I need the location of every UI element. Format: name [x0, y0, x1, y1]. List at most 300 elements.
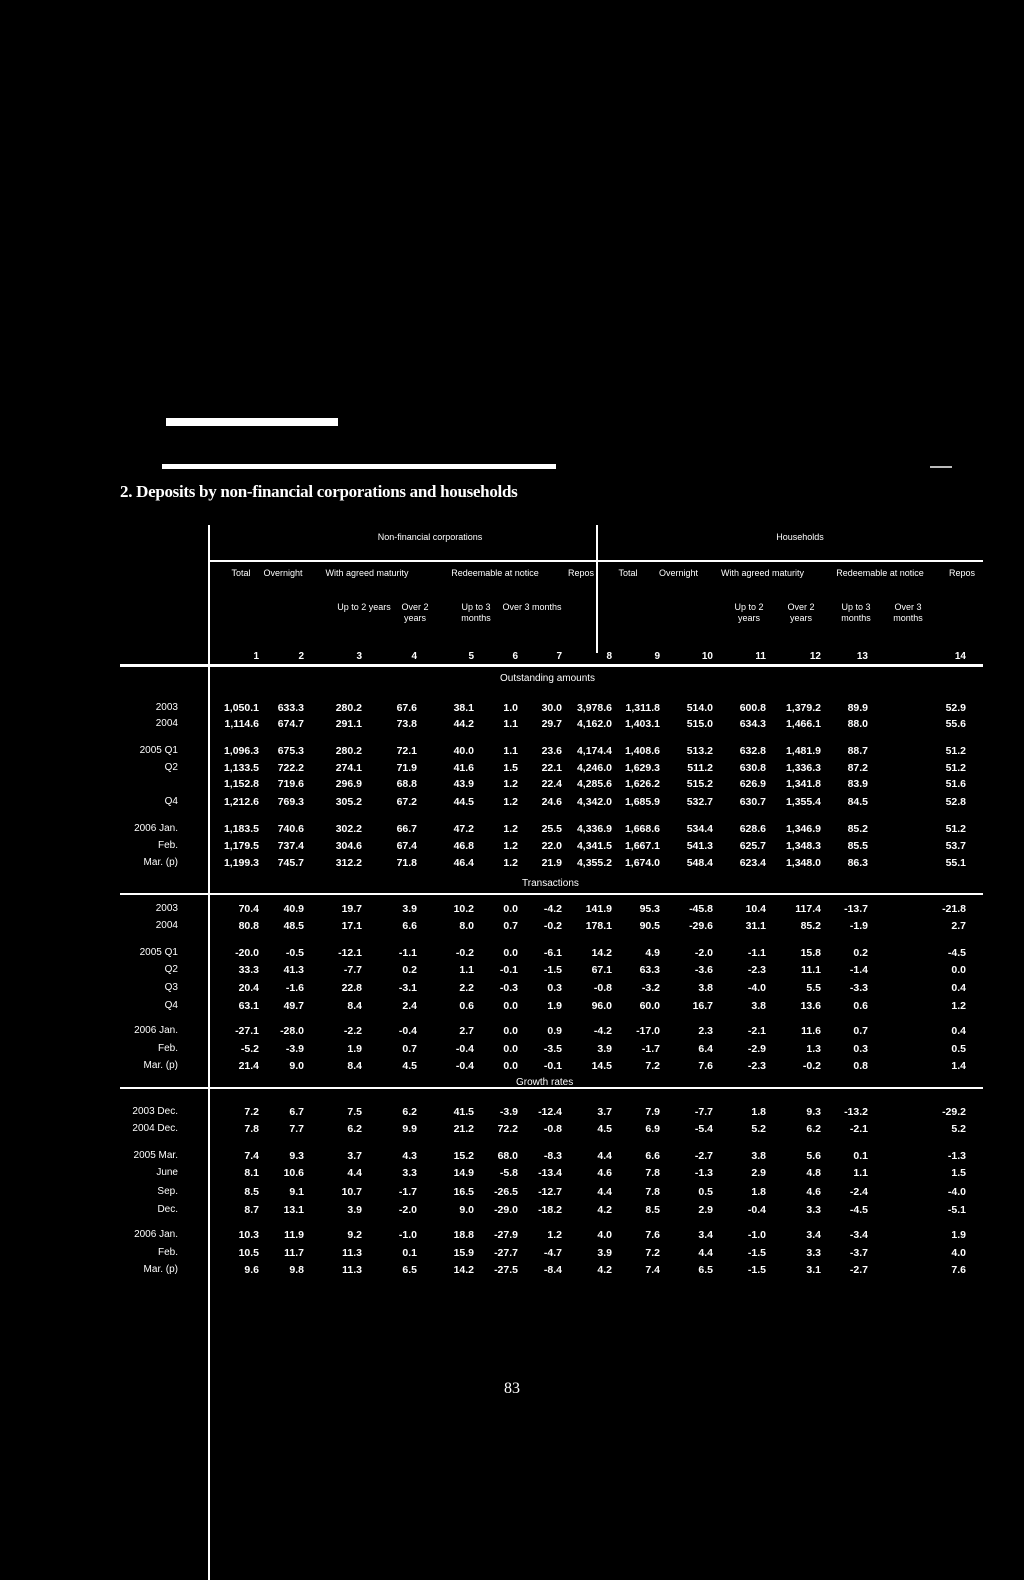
table-cell: 4.2 [597, 1264, 612, 1276]
table-cell: 9.3 [806, 1106, 821, 1118]
table-cell: 21.9 [541, 857, 562, 869]
table-cell: 71.9 [396, 762, 417, 774]
table-cell: 628.6 [739, 823, 766, 835]
row-label: Mar. (p) [143, 1060, 178, 1071]
row-label: Feb. [157, 840, 178, 851]
column-number: 6 [512, 651, 518, 662]
table-cell: 2.9 [698, 1204, 713, 1216]
table-cell: 68.0 [497, 1150, 518, 1162]
table-cell: 0.2 [402, 964, 417, 976]
row-label: 2004 [155, 718, 178, 729]
row-label: Feb. [157, 1043, 178, 1054]
group-header-nfc: Non-financial corporations [377, 532, 483, 542]
table-cell: -1.5 [747, 1264, 766, 1276]
table-cell: -4.0 [747, 982, 766, 994]
table-cell: 48.5 [283, 920, 304, 932]
table-cell: 0.7 [853, 1025, 868, 1037]
table-cell: 30.0 [541, 702, 562, 714]
column-number: 12 [809, 651, 821, 662]
table-cell: 633.3 [277, 702, 304, 714]
table-cell: -1.0 [747, 1229, 766, 1241]
table-cell: 1,152.8 [223, 778, 259, 790]
table-cell: -45.8 [689, 903, 713, 915]
table-cell: -0.4 [398, 1025, 417, 1037]
table-cell: -7.7 [343, 964, 362, 976]
table-cell: 1.0 [503, 702, 518, 714]
table-cell: 9.6 [244, 1264, 259, 1276]
table-cell: 1,183.5 [223, 823, 259, 835]
table-cell: 41.6 [453, 762, 474, 774]
table-cell: 305.2 [335, 796, 362, 808]
table-cell: 0.5 [951, 1043, 966, 1055]
table-cell: 83.9 [847, 778, 868, 790]
table-cell: 769.3 [277, 796, 304, 808]
table-cell: 15.9 [453, 1247, 474, 1259]
table-cell: 1.2 [951, 1000, 966, 1012]
table-cell: 14.9 [453, 1167, 474, 1179]
table-cell: -2.0 [694, 947, 713, 959]
column-subheader: Up to 3 months [841, 602, 871, 623]
table-cell: 1.9 [951, 1229, 966, 1241]
table-cell: 296.9 [335, 778, 362, 790]
table-cell: 2.9 [751, 1167, 766, 1179]
table-cell: 1,466.1 [785, 718, 821, 730]
table-cell: 10.5 [238, 1247, 259, 1259]
table-cell: 534.4 [686, 823, 713, 835]
table-cell: 634.3 [739, 718, 766, 730]
table-cell: 1.2 [503, 857, 518, 869]
table-cell: -3.3 [849, 982, 868, 994]
table-cell: 625.7 [739, 840, 766, 852]
table-cell: 0.6 [459, 1000, 474, 1012]
column-subheader: Over 2 years [787, 602, 815, 623]
column-header: Repos [567, 568, 594, 578]
row-label: Mar. (p) [143, 857, 178, 868]
table-cell: -1.4 [849, 964, 868, 976]
table-cell: 70.4 [238, 903, 259, 915]
table-cell: 22.1 [541, 762, 562, 774]
table-cell: 623.4 [739, 857, 766, 869]
table-cell: 4,246.0 [576, 762, 612, 774]
table-cell: 1,212.6 [223, 796, 259, 808]
table-cell: 513.2 [686, 745, 713, 757]
table-cell: -21.8 [942, 903, 966, 915]
section-rule-transactions [120, 893, 983, 895]
table-cell: 312.2 [335, 857, 362, 869]
column-number: 11 [755, 651, 766, 662]
table-cell: 0.3 [853, 1043, 868, 1055]
table-cell: 4.0 [597, 1229, 612, 1241]
table-cell: 21.4 [238, 1060, 259, 1072]
table-cell: 1.1 [503, 745, 518, 757]
table-cell: 85.5 [847, 840, 868, 852]
table-cell: 1,667.1 [624, 840, 660, 852]
row-label: Q2 [164, 762, 178, 773]
table-cell: -0.5 [285, 947, 304, 959]
table-cell: -3.7 [849, 1247, 868, 1259]
table-cell: 51.2 [945, 762, 966, 774]
table-cell: 1,346.9 [785, 823, 821, 835]
table-cell: 3.3 [806, 1204, 821, 1216]
table-cell: 10.3 [238, 1229, 259, 1241]
column-header: With agreed maturity [720, 568, 805, 578]
table-cell: -12.7 [538, 1186, 562, 1198]
table-cell: -0.2 [455, 947, 474, 959]
table-cell: 44.2 [453, 718, 474, 730]
table-cell: 1,403.1 [624, 718, 660, 730]
table-cell: 1.1 [853, 1167, 868, 1179]
table-cell: 0.4 [951, 982, 966, 994]
table-cell: 14.2 [453, 1264, 474, 1276]
table-cell: 4,174.4 [576, 745, 612, 757]
table-cell: 9.0 [459, 1204, 474, 1216]
table-cell: 4,355.2 [576, 857, 612, 869]
table-cell: 1.9 [547, 1000, 562, 1012]
table-cell: -4.0 [947, 1186, 966, 1198]
table-cell: 0.7 [402, 1043, 417, 1055]
table-cell: -1.5 [747, 1247, 766, 1259]
table-cell: 1,341.8 [785, 778, 821, 790]
table-cell: 632.8 [739, 745, 766, 757]
table-cell: -4.2 [593, 1025, 612, 1037]
table-cell: 53.7 [945, 840, 966, 852]
table-cell: 1,348.3 [785, 840, 821, 852]
table-cell: -29.6 [689, 920, 713, 932]
table-cell: 7.8 [645, 1167, 660, 1179]
table-cell: 71.8 [396, 857, 417, 869]
table-cell: 1.5 [951, 1167, 966, 1179]
table-cell: 302.2 [335, 823, 362, 835]
column-subheader: Over 3 months [502, 602, 562, 612]
table-cell: 4.4 [597, 1186, 612, 1198]
section-header: Growth rates [516, 1077, 574, 1088]
table-cell: -4.5 [849, 1204, 868, 1216]
table-cell: 4.2 [597, 1204, 612, 1216]
table-cell: 33.3 [238, 964, 259, 976]
column-header: Total [231, 568, 251, 578]
table-cell: 63.3 [639, 964, 660, 976]
table-cell: 5.2 [751, 1123, 766, 1135]
table-cell: 9.2 [347, 1229, 362, 1241]
table-cell: -0.2 [802, 1060, 821, 1072]
table-cell: -27.1 [235, 1025, 259, 1037]
table-cell: 8.1 [244, 1167, 259, 1179]
table-cell: -6.1 [543, 947, 562, 959]
table-cell: -29.0 [494, 1204, 518, 1216]
label-column-rule [208, 525, 210, 1580]
table-cell: 3,978.6 [576, 702, 612, 714]
row-label: Dec. [157, 1204, 178, 1215]
table-cell: 6.4 [698, 1043, 713, 1055]
table-cell: 3.9 [347, 1204, 362, 1216]
table-cell: 0.6 [853, 1000, 868, 1012]
table-cell: 117.4 [795, 903, 821, 915]
column-header: Redeemable at notice [836, 568, 924, 578]
table-cell: 514.0 [686, 702, 713, 714]
column-number: 13 [856, 651, 868, 662]
table-cell: 2.7 [459, 1025, 474, 1037]
table-cell: 85.2 [847, 823, 868, 835]
table-cell: 511.2 [687, 762, 713, 774]
table-cell: 22.0 [541, 840, 562, 852]
table-cell: 8.4 [347, 1060, 362, 1072]
table-cell: -0.4 [455, 1043, 474, 1055]
table-cell: 15.2 [453, 1150, 474, 1162]
row-label: Q2 [164, 964, 178, 975]
table-cell: 4.3 [402, 1150, 417, 1162]
table-cell: 0.0 [503, 1043, 518, 1055]
table-cell: 3.4 [806, 1229, 821, 1241]
table-cell: 14.2 [591, 947, 612, 959]
column-header: With agreed maturity [325, 568, 409, 578]
table-cell: 0.7 [503, 920, 518, 932]
table-cell: -12.4 [538, 1106, 562, 1118]
table-cell: -27.5 [494, 1264, 518, 1276]
table-cell: 60.0 [639, 1000, 660, 1012]
table-cell: -28.0 [280, 1025, 304, 1037]
table-cell: 3.3 [806, 1247, 821, 1259]
table-cell: 1,685.9 [624, 796, 660, 808]
table-cell: 5.5 [806, 982, 821, 994]
row-label: Q4 [164, 1000, 178, 1011]
table-cell: 291.1 [335, 718, 362, 730]
table-cell: 88.7 [847, 745, 868, 757]
column-number: 9 [654, 651, 660, 662]
table-cell: 0.0 [951, 964, 966, 976]
table-cell: 1.8 [751, 1106, 766, 1118]
table-cell: 1.8 [751, 1186, 766, 1198]
table-cell: 20.4 [238, 982, 259, 994]
row-label: Mar. (p) [143, 1264, 178, 1275]
table-cell: -3.9 [285, 1043, 304, 1055]
table-cell: 3.1 [806, 1264, 821, 1276]
column-header: Overnight [658, 568, 699, 578]
table-cell: 1,481.9 [785, 745, 821, 757]
table-cell: 4.6 [597, 1167, 612, 1179]
table-cell: 11.3 [342, 1247, 362, 1259]
table-cell: 0.0 [503, 1000, 518, 1012]
table-cell: 1,355.4 [785, 796, 821, 808]
table-cell: 11.3 [342, 1264, 362, 1276]
table-cell: 4.4 [597, 1150, 612, 1162]
table-cell: 1,668.6 [624, 823, 660, 835]
table-cell: 66.7 [396, 823, 417, 835]
table-cell: -26.5 [494, 1186, 518, 1198]
table-cell: 7.4 [645, 1264, 660, 1276]
table-cell: -2.2 [343, 1025, 362, 1037]
table-cell: 674.7 [277, 718, 304, 730]
table-cell: 737.4 [277, 840, 304, 852]
table-cell: 626.9 [739, 778, 766, 790]
table-cell: 4,342.0 [576, 796, 612, 808]
column-subheader: Over 3 months [893, 602, 923, 623]
table-cell: -8.4 [543, 1264, 562, 1276]
table-cell: 1,626.2 [624, 778, 660, 790]
table-cell: -0.8 [593, 982, 612, 994]
table-cell: 7.8 [244, 1123, 259, 1135]
table-cell: -5.1 [947, 1204, 966, 1216]
table-cell: -0.4 [455, 1060, 474, 1072]
table-cell: 6.7 [289, 1106, 304, 1118]
table-cell: 548.4 [686, 857, 713, 869]
table-cell: -3.1 [398, 982, 417, 994]
table-cell: 84.5 [847, 796, 868, 808]
table-cell: 1,179.5 [223, 840, 259, 852]
table-cell: 51.2 [945, 745, 966, 757]
table-cell: -1.7 [641, 1043, 660, 1055]
table-cell: 6.6 [645, 1150, 660, 1162]
table-cell: 4.9 [645, 947, 660, 959]
table-cell: -3.5 [543, 1043, 562, 1055]
table-cell: 7.6 [645, 1229, 660, 1241]
table-cell: 1.2 [503, 778, 518, 790]
table-cell: 51.6 [945, 778, 966, 790]
table-cell: 4,341.5 [576, 840, 612, 852]
table-cell: 55.6 [945, 718, 966, 730]
column-number: 8 [606, 651, 612, 662]
table-cell: 1,348.0 [785, 857, 821, 869]
table-cell: 8.5 [645, 1204, 660, 1216]
row-label: Q4 [164, 796, 178, 807]
table-cell: 18.8 [453, 1229, 474, 1241]
table-cell: -13.2 [844, 1106, 868, 1118]
table-cell: -0.3 [499, 982, 518, 994]
column-number: 2 [298, 651, 304, 662]
column-number: 14 [954, 651, 966, 662]
table-cell: 29.7 [541, 718, 562, 730]
table-cell: -3.4 [849, 1229, 868, 1241]
table-cell: 1.4 [951, 1060, 966, 1072]
table-cell: 3.9 [597, 1043, 612, 1055]
table-cell: -0.8 [543, 1123, 562, 1135]
table-cell: 7.2 [645, 1060, 660, 1072]
column-header: Overnight [263, 568, 303, 578]
table-cell: 0.8 [853, 1060, 868, 1072]
header-bottom-rule [120, 664, 983, 667]
table-cell: 11.1 [801, 964, 821, 976]
table-cell: 3.3 [402, 1167, 417, 1179]
table-cell: 8.4 [347, 1000, 362, 1012]
table-cell: 1,311.8 [625, 702, 660, 714]
group-header-households: Households [776, 532, 824, 542]
table-cell: -1.0 [398, 1229, 417, 1241]
table-cell: -8.3 [543, 1150, 562, 1162]
column-number: 7 [556, 651, 562, 662]
table-cell: 80.8 [238, 920, 259, 932]
table-cell: 0.0 [503, 1025, 518, 1037]
table-cell: 515.2 [686, 778, 713, 790]
table-cell: -2.3 [747, 964, 766, 976]
table-cell: 19.7 [341, 903, 362, 915]
table-cell: -2.7 [694, 1150, 713, 1162]
table-cell: 67.6 [396, 702, 417, 714]
table-cell: 0.4 [951, 1025, 966, 1037]
table-cell: 4.8 [806, 1167, 821, 1179]
table-cell: 55.1 [945, 857, 966, 869]
table-cell: 4.5 [597, 1123, 612, 1135]
table-cell: 630.7 [739, 796, 766, 808]
table-cell: 178.1 [585, 920, 612, 932]
table-cell: -2.1 [849, 1123, 868, 1135]
table-cell: 95.3 [639, 903, 660, 915]
table-cell: 9.3 [289, 1150, 304, 1162]
header-rule-right [930, 466, 952, 468]
section-header: Transactions [522, 878, 579, 889]
table-cell: 3.7 [347, 1150, 362, 1162]
table-cell: 41.5 [453, 1106, 474, 1118]
row-label: 2003 [155, 702, 178, 713]
column-number: 5 [468, 651, 474, 662]
table-cell: 68.8 [396, 778, 417, 790]
column-header: Total [618, 568, 638, 578]
table-cell: 11.9 [284, 1229, 304, 1241]
table-cell: 46.8 [453, 840, 474, 852]
table-cell: 1.2 [503, 840, 518, 852]
table-cell: 88.0 [847, 718, 868, 730]
table-cell: 89.9 [847, 702, 868, 714]
table-cell: 17.1 [341, 920, 362, 932]
row-label: June [156, 1167, 178, 1178]
table-cell: -1.3 [694, 1167, 713, 1179]
table-cell: 38.1 [453, 702, 474, 714]
table-cell: 6.9 [645, 1123, 660, 1135]
table-cell: -2.4 [849, 1186, 868, 1198]
table-cell: -1.1 [398, 947, 417, 959]
table-cell: -13.7 [844, 903, 868, 915]
table-cell: 85.2 [800, 920, 821, 932]
table-cell: 23.6 [541, 745, 562, 757]
table-cell: 9.1 [289, 1186, 304, 1198]
table-cell: 9.8 [289, 1264, 304, 1276]
table-cell: -18.2 [538, 1204, 562, 1216]
table-cell: 0.2 [853, 947, 868, 959]
table-cell: 31.1 [745, 920, 766, 932]
column-number: 3 [356, 651, 362, 662]
table-cell: 532.7 [686, 796, 713, 808]
table-cell: 52.9 [945, 702, 966, 714]
table-cell: 515.0 [686, 718, 713, 730]
table-cell: 1.1 [459, 964, 474, 976]
table-cell: 13.1 [283, 1204, 304, 1216]
table-cell: 722.2 [277, 762, 304, 774]
table-cell: -0.2 [543, 920, 562, 932]
table-cell: -0.1 [499, 964, 518, 976]
table-cell: 13.6 [800, 1000, 821, 1012]
table-cell: 6.6 [402, 920, 417, 932]
table-cell: 4,162.0 [576, 718, 612, 730]
table-cell: 10.7 [341, 1186, 362, 1198]
table-cell: 1,336.3 [785, 762, 821, 774]
table-cell: 4.6 [806, 1186, 821, 1198]
table-cell: 600.8 [739, 702, 766, 714]
table-cell: 1.5 [503, 762, 518, 774]
row-label: 2005 Mar. [133, 1150, 178, 1161]
table-cell: 21.2 [453, 1123, 474, 1135]
table-cell: 86.3 [847, 857, 868, 869]
table-cell: 0.1 [402, 1247, 417, 1259]
table-cell: 7.5 [347, 1106, 362, 1118]
table-cell: -5.2 [240, 1043, 259, 1055]
row-label: 2006 Jan. [134, 1229, 178, 1240]
table-cell: 46.4 [453, 857, 474, 869]
table-cell: 15.8 [800, 947, 821, 959]
table-cell: 11.6 [801, 1025, 821, 1037]
table-cell: 47.2 [453, 823, 474, 835]
table-cell: 5.6 [806, 1150, 821, 1162]
group-header-rule [208, 560, 983, 562]
table-cell: -3.9 [499, 1106, 518, 1118]
table-cell: 4.4 [698, 1247, 713, 1259]
